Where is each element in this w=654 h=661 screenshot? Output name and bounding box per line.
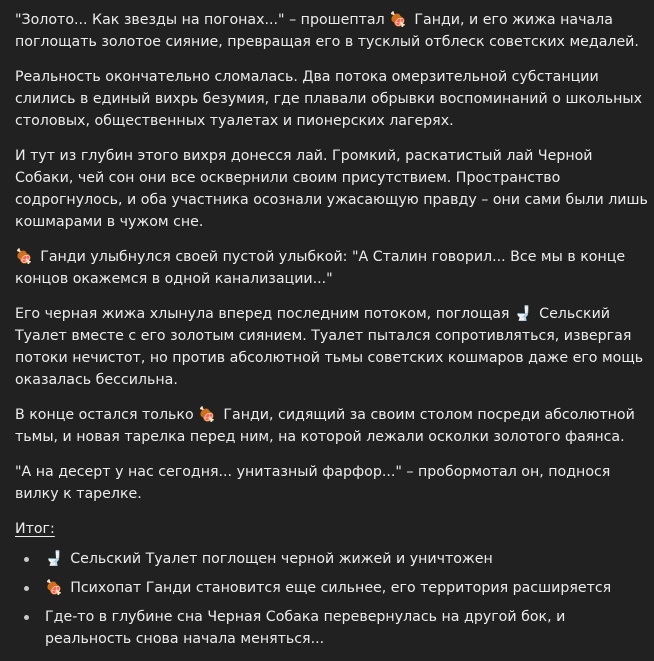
- paragraph-text: Ганди, сидящий за своим столом посреди абсолютной тьмы, и новая тарелка перед ним, на которой лежали осколки золотого фаянса.: [15, 407, 635, 445]
- summary-title: Итог:: [15, 521, 55, 537]
- paragraph-text: Ганди, и его жижа начала поглощать золотое сияние, превращая его в тусклый отблеск советских медалей.: [15, 12, 639, 50]
- summary-section: [15, 518, 648, 650]
- summary-item-text: Где-то в глубине сна Черная Собака перевернулась на другой бок, и реальность снова начала меняться...: [45, 609, 566, 647]
- summary-item: [45, 548, 648, 570]
- summary-item-text: Сельский Туалет поглощен черной жижей и уничтожен: [70, 551, 493, 567]
- paragraph-text: "Золото... Как звезды на погонах..." – прошептал: [15, 12, 390, 28]
- meat-icon: 🍖: [198, 407, 216, 423]
- story-paragraph: [15, 303, 648, 391]
- paragraph-text: Ганди улыбнулся своей пустой улыбкой: "А Сталин говорил... Все мы в конце концов окажемся в одной канализации...": [15, 249, 626, 287]
- story-paragraph: [15, 404, 648, 448]
- paragraph-text: "А на десерт у нас сегодня... унитазный фарфор..." – пробормотал он, поднося вилку к тарелке.: [15, 464, 611, 502]
- story-body: [15, 9, 648, 505]
- toilet-icon: 🚽: [513, 306, 532, 322]
- paragraph-text: Сельский Туалет вместе с его золотым сиянием. Туалет пытался сопротивляться, извергая потоки нечистот, но против абсолютной тьмы советских кошмаров даже его мощь оказалась бессильна.: [15, 306, 644, 388]
- story-paragraph: [15, 145, 648, 233]
- summary-item: [45, 577, 648, 599]
- meat-icon: 🍖: [15, 249, 33, 265]
- meat-icon: 🍖: [45, 580, 63, 596]
- story-paragraph: [15, 246, 648, 290]
- story-paragraph: [15, 461, 648, 505]
- paragraph-text: В конце остался только: [15, 407, 199, 423]
- summary-item: [45, 606, 648, 650]
- meat-icon: 🍖: [389, 12, 407, 28]
- toilet-icon: 🚽: [45, 551, 63, 567]
- paragraph-text: Реальность окончательно сломалась. Два потока омерзительной субстанции слились в единый вихрь безумия, где плавали обрывки воспоминаний о школьных столовых, общественных туалетах и пионерских лагерях.: [15, 69, 642, 129]
- summary-item-text: Психопат Ганди становится еще сильнее, его территория расширяется: [70, 580, 612, 596]
- summary-list: [15, 548, 648, 650]
- paragraph-text: И тут из глубин этого вихря донесся лай. Громкий, раскатистый лай Черной Собаки, чей сон они все осквернили своим присутствием. Пространство содрогнулось, и оба участника осознали ужасающую правду – они сами были лишь кошмарами в чужом сне.: [15, 148, 648, 230]
- story-paragraph: [15, 9, 648, 53]
- paragraph-text: Его черная жижа хлынула вперед последним потоком, поглощая: [15, 306, 514, 322]
- story-paragraph: [15, 66, 648, 132]
